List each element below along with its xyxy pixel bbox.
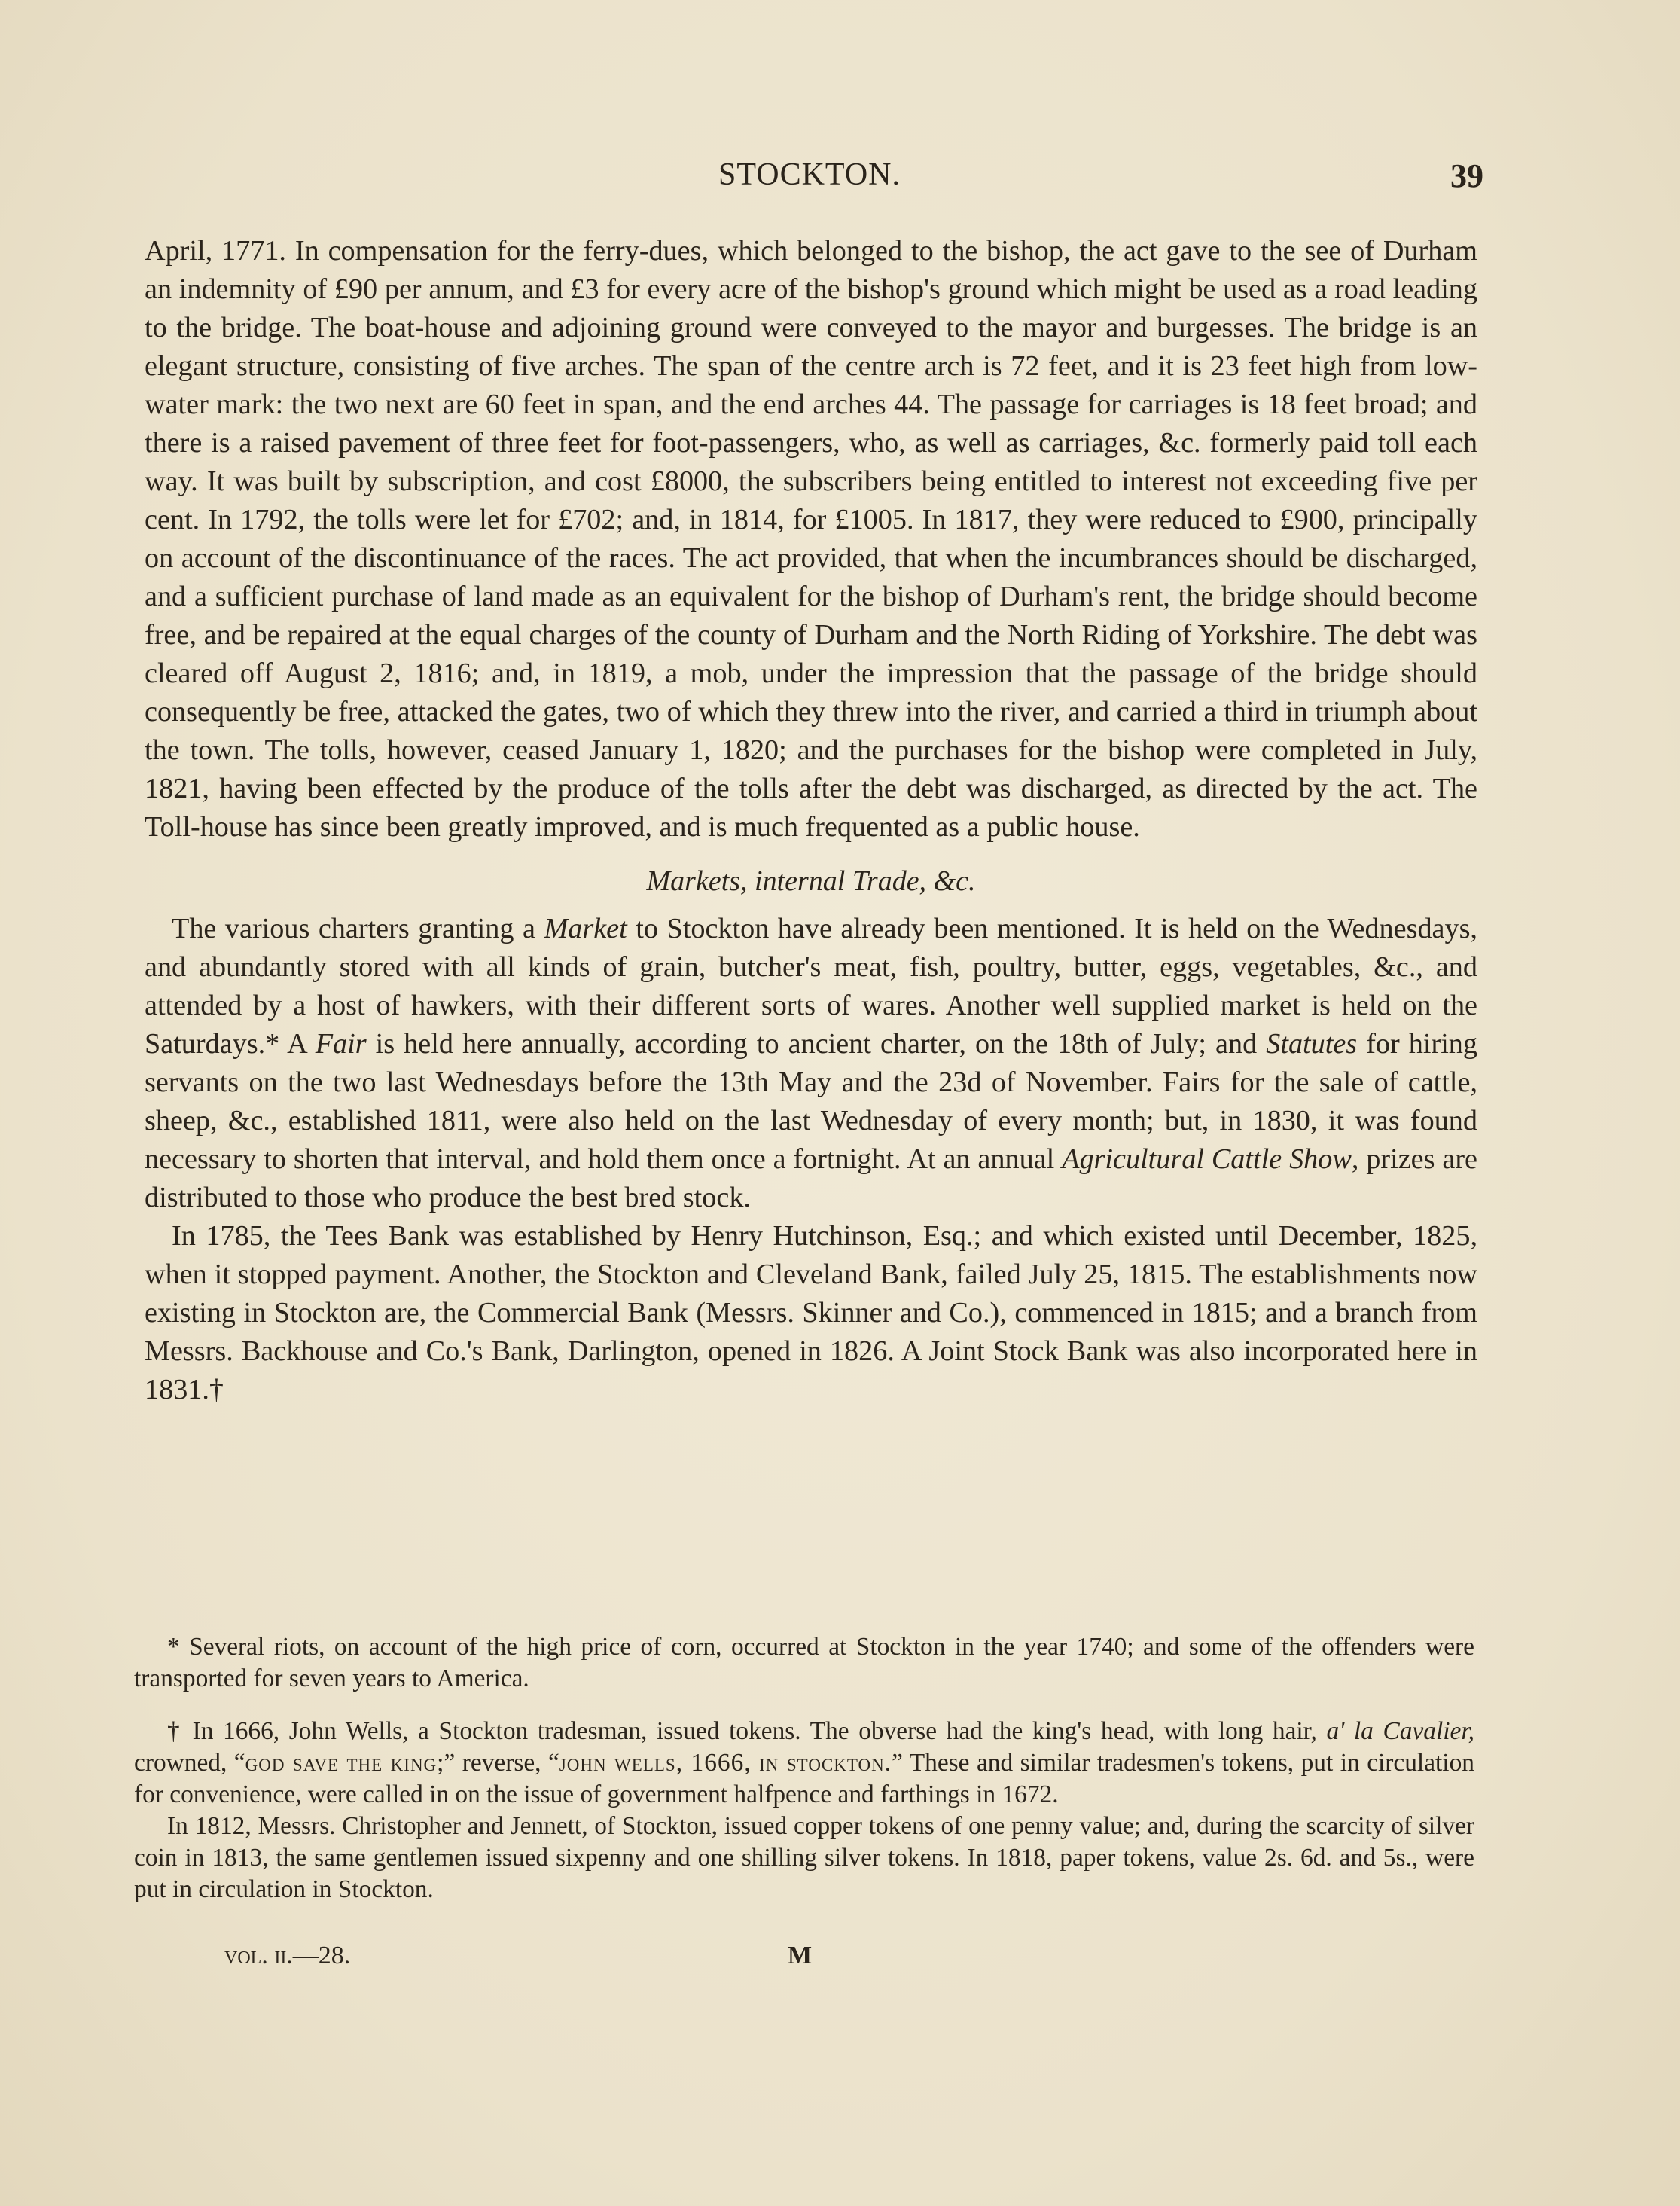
footnote-tokens [134,1716,1474,1811]
italic-term: Agricultural Cattle Show [1062,1143,1352,1175]
footnotes [134,1631,1474,1905]
paragraph-text: April, 1771. In compensation for the ferry-dues, which belonged to the bishop, the act gave to the see of Durham an indemnity of £90 per annum, and £3 for every acre of the bishop's ground which might be used as a road leading to the bridge. The boat-house and adjoining ground were conveyed to the mayor and burgesses. The bridge is an elegant structure, consisting of five arches. The span of the centre arch is 72 feet, and it is 23 feet high from low-water mark: the two next are 60 feet in span, and the end arches 44. The passage for carriages is 18 feet broad; and there is a raised pavement of three feet for foot-passengers, who, as well as carriages, &c. formerly paid toll each way. It was built by subscription, and cost £8000, the subscribers being entitled to interest not exceeding five per cent. In 1792, the tolls were let for £702; and, in 1814, for £1005. In 1817, they were reduced to £900, principally on account of the discontinuance of the races. The act provided, that when the incumbrances should be discharged, and a sufficient purchase of land made as an equivalent for the bishop of Durham's rent, the bridge should become free, and be repaired at the equal charges of the county of Durham and the North Riding of Yorkshire. The debt was cleared off August 2, 1816; and, in 1819, a mob, under the impression that the passage of the bridge should consequently be free, attacked the gates, two of which they threw into the river, and carried a third in triumph about the town. The tolls, however, ceased January 1, 1820; and the purchases for the bishop were completed in July, 1821, having been effected by the produce of the tolls after the debt was discharged, as directed by the act. The Toll-house has since been greatly improved, and is much frequented as a public house. [145,235,1477,843]
gathering-mark: M [788,1942,813,1970]
section-heading: Markets, internal Trade, &c. [646,865,976,897]
paragraph-text: is held here annually, according to ancient charter, on the 18th of July; and [366,1028,1267,1060]
paragraph-text: , prizes are distributed to those who produce the best bred stock. [145,1143,1477,1213]
italic-term: Statutes [1266,1028,1358,1060]
paragraph-text: In 1785, the Tees Bank was established by Henry Hutchinson, Esq.; and which existed until December, 1825, when it stopped payment. Another, the Stockton and Cleveland Bank, failed July 25, 1815. The establishments now existing in Stockton are, the Commercial Bank (Messrs. Skinner and Co.), commenced in 1815; and a branch from Messrs. Backhouse and Co.'s Bank, Darlington, opened in 1826. A Joint Stock Bank was also incorporated here in 1831.† [145,1220,1477,1405]
page-header [136,157,1483,202]
signature-line [224,1942,977,1979]
footnote-text: ” These and similar tradesmen's tokens, put in circulation for convenience, were called in on the issue of government halfpence and farthings in 1672. [134,1749,1474,1808]
footnote-riots: * Several riots, on account of the high price of corn, occurred at Stockton in the year 1740; and some of the offenders were transported for seven years to America. [134,1633,1474,1692]
paragraph-text: for hiring servants on the two last Wednesdays before the 13th May and the 23d of November. Fairs for the sale of cattle, sheep, &c., established 1811, were also held on the last Wednesday of every month; but, in 1830, it was found necessary to shorten that interval, and hold them once a fortnight. At an annual [145,1028,1477,1175]
running-head: STOCKTON. [718,157,901,192]
main-text [145,232,1477,1409]
paragraph-text: to Stockton have already been mentioned. It is held on the Wednesdays, and abundantly stored with all kinds of grain, butcher's meat, fish, poultry, butter, eggs, vegetables, &c., and attended by a host of hawkers, with their different sorts of wares. Another well supplied market is held on the Saturdays.* A [145,913,1477,1060]
footnote-copper-tokens: In 1812, Messrs. Christopher and Jennett, of Stockton, issued copper tokens of one penny value; and, during the scarcity of silver coin in 1813, the same gentlemen issued sixpenny and one shilling silver tokens. In 1818, paper tokens, value 2s. 6d. and 5s., were put in circulation in Stockton. [134,1812,1474,1903]
paragraph-markets [145,910,1477,1217]
paragraph-bridge [145,232,1477,847]
italic-term: Fair [315,1028,367,1060]
small-caps-text: god save the king [245,1749,438,1777]
paragraph-banks [145,1217,1477,1409]
footnote-text: ;” reverse, “ [437,1749,559,1777]
page-number: 39 [1450,157,1483,194]
italic-term: a' la Cavalier, [1326,1717,1474,1745]
small-caps-text: john wells, 1666, in stockton. [559,1749,892,1777]
footnote-text: † In 1666, John Wells, a Stockton tradesman, issued tokens. The obverse had the king's head, with long hair, [167,1717,1327,1745]
italic-term: Market [544,913,627,944]
volume-signature: vol. ii.—28. [224,1942,351,1970]
paragraph-text: The various charters granting a [172,913,544,944]
footnote-text: crowned, “ [134,1749,245,1777]
